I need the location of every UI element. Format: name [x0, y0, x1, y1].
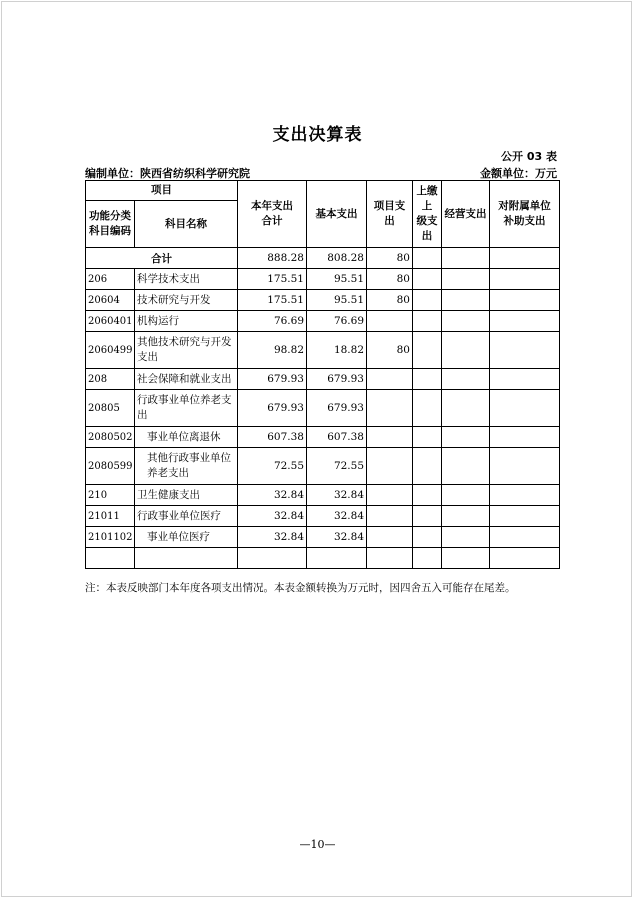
row-code: 2080502	[86, 427, 135, 448]
row-name: 事业单位离退休	[135, 427, 238, 448]
row-subsidy	[490, 448, 560, 485]
row-subsidy	[490, 290, 560, 311]
row-code: 2080599	[86, 448, 135, 485]
empty-row	[86, 548, 560, 569]
table-row	[86, 448, 560, 485]
row-basic: 32.84	[307, 527, 367, 548]
row-superior	[413, 311, 442, 332]
row-superior	[413, 290, 442, 311]
empty-cell	[86, 548, 135, 569]
empty-cell	[307, 548, 367, 569]
header-business: 经营支出	[442, 181, 490, 248]
compiling-unit: 编制单位：陕西省纺织科学研究院	[85, 167, 250, 180]
row-total: 72.55	[238, 448, 307, 485]
row-code: 210	[86, 485, 135, 506]
total-row	[86, 248, 560, 269]
row-total: 679.93	[238, 369, 307, 390]
row-name: 机构运行	[135, 311, 238, 332]
table-row	[86, 269, 560, 290]
row-subsidy	[490, 369, 560, 390]
table-row	[86, 527, 560, 548]
row-business	[442, 269, 490, 290]
row-code: 2060401	[86, 311, 135, 332]
row-basic: 679.93	[307, 390, 367, 427]
row-business	[442, 311, 490, 332]
row-superior	[413, 369, 442, 390]
empty-cell	[442, 548, 490, 569]
row-business	[442, 448, 490, 485]
row-superior	[413, 269, 442, 290]
header-item: 项目	[86, 181, 238, 201]
row-project: 80	[367, 290, 413, 311]
row-basic: 32.84	[307, 485, 367, 506]
row-project	[367, 485, 413, 506]
row-basic: 32.84	[307, 506, 367, 527]
row-code: 208	[86, 369, 135, 390]
header-func-code: 功能分类 科目编码	[86, 201, 135, 248]
row-superior	[413, 427, 442, 448]
row-superior	[413, 527, 442, 548]
table-row	[86, 290, 560, 311]
table-note: 注：本表反映部门本年度各项支出情况。本表金额转换为万元时，因四舍五入可能存在尾差。	[85, 582, 516, 594]
expenditure-table	[85, 180, 560, 569]
row-business	[442, 332, 490, 369]
row-superior	[413, 332, 442, 369]
row-total: 32.84	[238, 527, 307, 548]
row-total: 76.69	[238, 311, 307, 332]
row-superior	[413, 448, 442, 485]
row-total: 98.82	[238, 332, 307, 369]
total-basic: 808.28	[307, 248, 367, 269]
row-subsidy	[490, 427, 560, 448]
row-superior	[413, 390, 442, 427]
total-amount: 888.28	[238, 248, 307, 269]
row-subsidy	[490, 485, 560, 506]
table-code: 公开 03 表	[501, 150, 557, 163]
row-code: 2101102	[86, 527, 135, 548]
row-business	[442, 527, 490, 548]
row-subsidy	[490, 332, 560, 369]
row-project: 80	[367, 332, 413, 369]
row-superior	[413, 506, 442, 527]
header-project: 项目支 出	[367, 181, 413, 248]
row-code: 21011	[86, 506, 135, 527]
table-row	[86, 332, 560, 369]
row-subsidy	[490, 311, 560, 332]
row-total: 32.84	[238, 485, 307, 506]
row-code: 206	[86, 269, 135, 290]
header-subject-name: 科目名称	[135, 201, 238, 248]
row-project: 80	[367, 269, 413, 290]
row-name: 卫生健康支出	[135, 485, 238, 506]
row-project	[367, 506, 413, 527]
table-row	[86, 369, 560, 390]
row-basic: 607.38	[307, 427, 367, 448]
row-code: 2060499	[86, 332, 135, 369]
header-subsidy: 对附属单位 补助支出	[490, 181, 560, 248]
row-subsidy	[490, 390, 560, 427]
row-name: 行政事业单位医疗	[135, 506, 238, 527]
row-project	[367, 448, 413, 485]
empty-cell	[490, 548, 560, 569]
row-basic: 95.51	[307, 269, 367, 290]
row-code: 20805	[86, 390, 135, 427]
row-business	[442, 506, 490, 527]
table-row	[86, 506, 560, 527]
row-total: 32.84	[238, 506, 307, 527]
row-name: 科学技术支出	[135, 269, 238, 290]
row-project	[367, 427, 413, 448]
row-subsidy	[490, 269, 560, 290]
row-name: 行政事业单位养老支出	[135, 390, 238, 427]
empty-cell	[413, 548, 442, 569]
header-total: 本年支出 合计	[238, 181, 307, 248]
row-name: 社会保障和就业支出	[135, 369, 238, 390]
row-total: 679.93	[238, 390, 307, 427]
row-name: 技术研究与开发	[135, 290, 238, 311]
row-subsidy	[490, 506, 560, 527]
table-row	[86, 485, 560, 506]
row-basic: 679.93	[307, 369, 367, 390]
row-code: 20604	[86, 290, 135, 311]
row-basic: 76.69	[307, 311, 367, 332]
row-basic: 18.82	[307, 332, 367, 369]
total-business	[442, 248, 490, 269]
row-project	[367, 369, 413, 390]
table-row	[86, 427, 560, 448]
total-project: 80	[367, 248, 413, 269]
page-number: —10—	[299, 838, 336, 851]
total-subsidy	[490, 248, 560, 269]
empty-cell	[238, 548, 307, 569]
header-basic: 基本支出	[307, 181, 367, 248]
total-superior	[413, 248, 442, 269]
table-row	[86, 311, 560, 332]
row-name: 其他技术研究与开发支出	[135, 332, 238, 369]
row-project	[367, 311, 413, 332]
row-basic: 72.55	[307, 448, 367, 485]
row-total: 175.51	[238, 290, 307, 311]
row-business	[442, 485, 490, 506]
row-project	[367, 527, 413, 548]
header-superior: 上缴 上 级支 出	[413, 181, 442, 248]
row-business	[442, 290, 490, 311]
empty-cell	[135, 548, 238, 569]
row-project	[367, 390, 413, 427]
table-row	[86, 390, 560, 427]
row-business	[442, 390, 490, 427]
amount-unit: 金额单位：万元	[480, 167, 557, 180]
row-total: 607.38	[238, 427, 307, 448]
row-basic: 95.51	[307, 290, 367, 311]
empty-cell	[367, 548, 413, 569]
row-name: 事业单位医疗	[135, 527, 238, 548]
row-total: 175.51	[238, 269, 307, 290]
page-title: 支出决算表	[272, 125, 363, 145]
row-business	[442, 427, 490, 448]
row-superior	[413, 485, 442, 506]
row-subsidy	[490, 527, 560, 548]
row-business	[442, 369, 490, 390]
total-label: 合计	[86, 248, 238, 269]
row-name: 其他行政事业单位养老支出	[135, 448, 238, 485]
